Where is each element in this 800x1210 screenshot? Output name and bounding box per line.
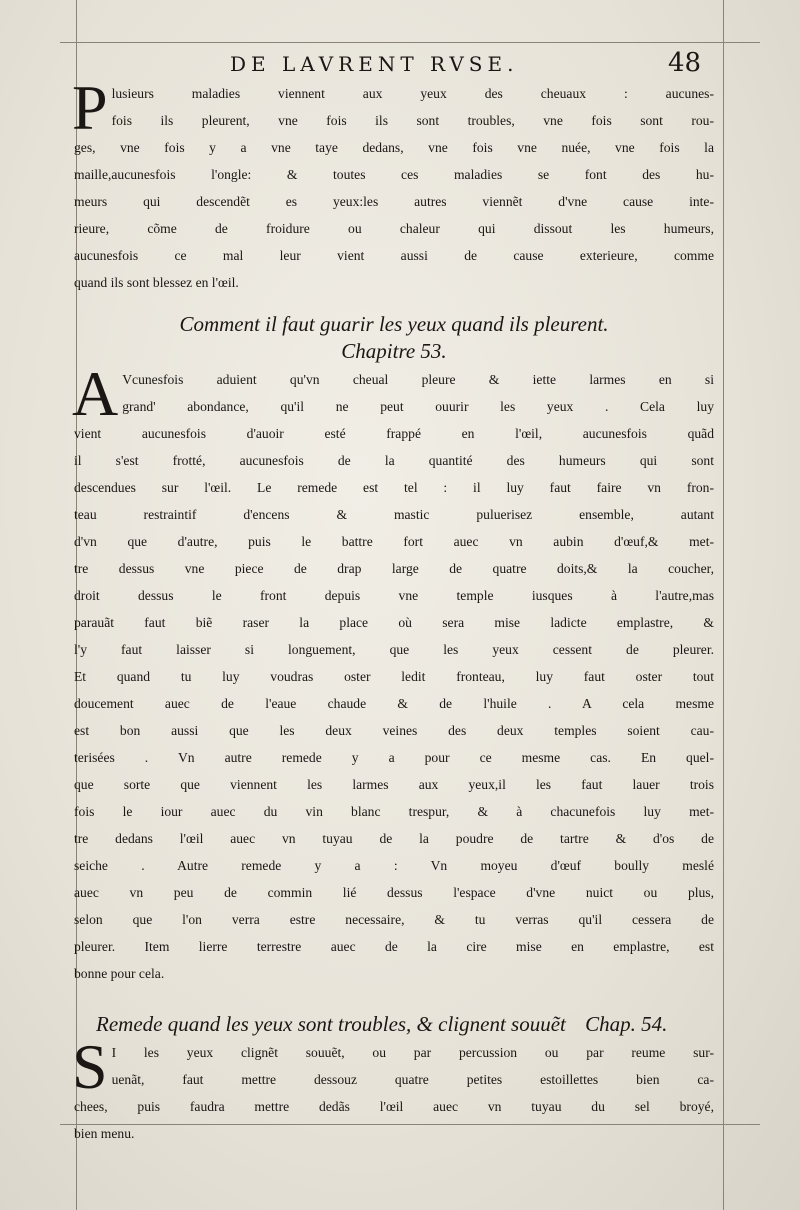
text-line: il s'est frotté, aucunesfois de la quantité des humeurs qui sont bbox=[74, 453, 714, 468]
running-head: DE LAVRENT RVSE. bbox=[230, 52, 519, 76]
text-line: vient aucunesfois d'auoir esté frappé en l'œil, aucunesfois quãd bbox=[74, 426, 714, 441]
text-line: tre dedans l'œil auec vn tuyau de la poudre de tartre & d'os de bbox=[74, 831, 714, 846]
text-line: descendues sur l'œil. Le remede est tel : il luy faut faire vn fron- bbox=[74, 480, 714, 495]
page-rule-top bbox=[60, 42, 760, 43]
text-line: l'y faut laisser si longuement, que les yeux cessent de pleurer. bbox=[74, 642, 714, 657]
text-line: rieure, cõme de froidure ou chaleur qui dissout les humeurs, bbox=[74, 221, 714, 236]
drop-cap: S bbox=[72, 1031, 108, 1102]
text-line: maille,aucunesfois l'ongle: & toutes ces maladies se font des hu- bbox=[74, 167, 714, 182]
page-rule-right bbox=[723, 0, 724, 1210]
text-line: uenãt, faut mettre dessouz quatre petites estoillettes bien ca- bbox=[111, 1072, 714, 1087]
drop-cap: A bbox=[72, 358, 119, 429]
chapter-53-title: Comment il faut guarir les yeux quand ils pleurent. bbox=[179, 312, 609, 336]
text-line: Et quand tu luy voudras oster ledit fronteau, luy faut oster tout bbox=[74, 669, 714, 684]
text-line: selon que l'on verra estre necessaire, & tu verras qu'il cessera de bbox=[74, 912, 714, 927]
text-line: chees, puis faudra mettre dedãs l'œil auec vn tuyau du sel broyé, bbox=[74, 1099, 714, 1114]
text-line: Vcunesfois aduient qu'vn cheual pleure & iette larmes en si bbox=[122, 372, 714, 387]
text-line: seiche . Autre remede y a : Vn moyeu d'œuf boully meslé bbox=[74, 858, 714, 873]
paragraph-3 bbox=[72, 1031, 714, 1147]
text-line: meurs qui descendẽt es yeux:les autres viennẽt d'vne cause inte- bbox=[74, 194, 714, 209]
text-line: quand ils sont blessez en l'œil. bbox=[74, 275, 239, 290]
text-line: pleurer. Item lierre terrestre auec de la cire mise en emplastre, est bbox=[74, 939, 714, 954]
paragraph-1 bbox=[72, 72, 714, 296]
text-line: teau restraintif d'encens & mastic puluerisez ensemble, autant bbox=[74, 507, 714, 522]
text-line: que sorte que viennent les larmes aux yeux,il les faut lauer trois bbox=[74, 777, 714, 792]
text-line: auec vn peu de commin lié dessus l'espace d'vne nuict ou plus, bbox=[74, 885, 714, 900]
text-line: ges, vne fois y a vne taye dedans, vne fois vne nuée, vne fois la bbox=[74, 140, 714, 155]
chapter-54-number: Chap. 54. bbox=[585, 1012, 668, 1036]
text-line: droit dessus le front depuis vne temple iusques à l'autre,mas bbox=[74, 588, 714, 603]
text-line: terisées . Vn autre remede y a pour ce mesme cas. En quel- bbox=[74, 750, 714, 765]
text-line: tre dessus vne piece de drap large de quatre doits,& la coucher, bbox=[74, 561, 714, 576]
chapter-54-heading bbox=[96, 1012, 706, 1037]
chapter-53-number: Chapitre 53. bbox=[341, 339, 447, 363]
paragraph-2 bbox=[72, 358, 714, 987]
text-line: d'vn que d'autre, puis le battre fort auec vn aubin d'œuf,& met- bbox=[74, 534, 714, 549]
drop-cap: P bbox=[72, 72, 108, 143]
chapter-54-title: Remede quand les yeux sont troubles, & clignent souuẽt bbox=[96, 1012, 566, 1036]
text-line: parauãt faut biẽ raser la place où sera mise ladicte emplastre, & bbox=[74, 615, 714, 630]
text-line: bonne pour cela. bbox=[74, 966, 165, 981]
text-line: doucement auec de l'eaue chaude & de l'huile . A cela mesme bbox=[74, 696, 714, 711]
text-line: I les yeux clignẽt souuẽt, ou par percussion ou par reume sur- bbox=[111, 1045, 714, 1060]
text-line: bien menu. bbox=[74, 1126, 135, 1141]
page-number: 48 bbox=[668, 48, 702, 78]
text-line: fois ils pleurent, vne fois ils sont troubles, vne fois sont rou- bbox=[111, 113, 714, 128]
text-line: aucunesfois ce mal leur vient aussi de cause exterieure, comme bbox=[74, 248, 714, 263]
text-line: lusieurs maladies viennent aux yeux des cheuaux : aucunes- bbox=[111, 86, 714, 101]
text-line: est bon aussi que les deux veines des deux temples soient cau- bbox=[74, 723, 714, 738]
text-line: fois le iour auec du vin blanc trespur, & à chacunefois luy met- bbox=[74, 804, 714, 819]
text-line: grand' abondance, qu'il ne peut ouurir les yeux . Cela luy bbox=[122, 399, 714, 414]
